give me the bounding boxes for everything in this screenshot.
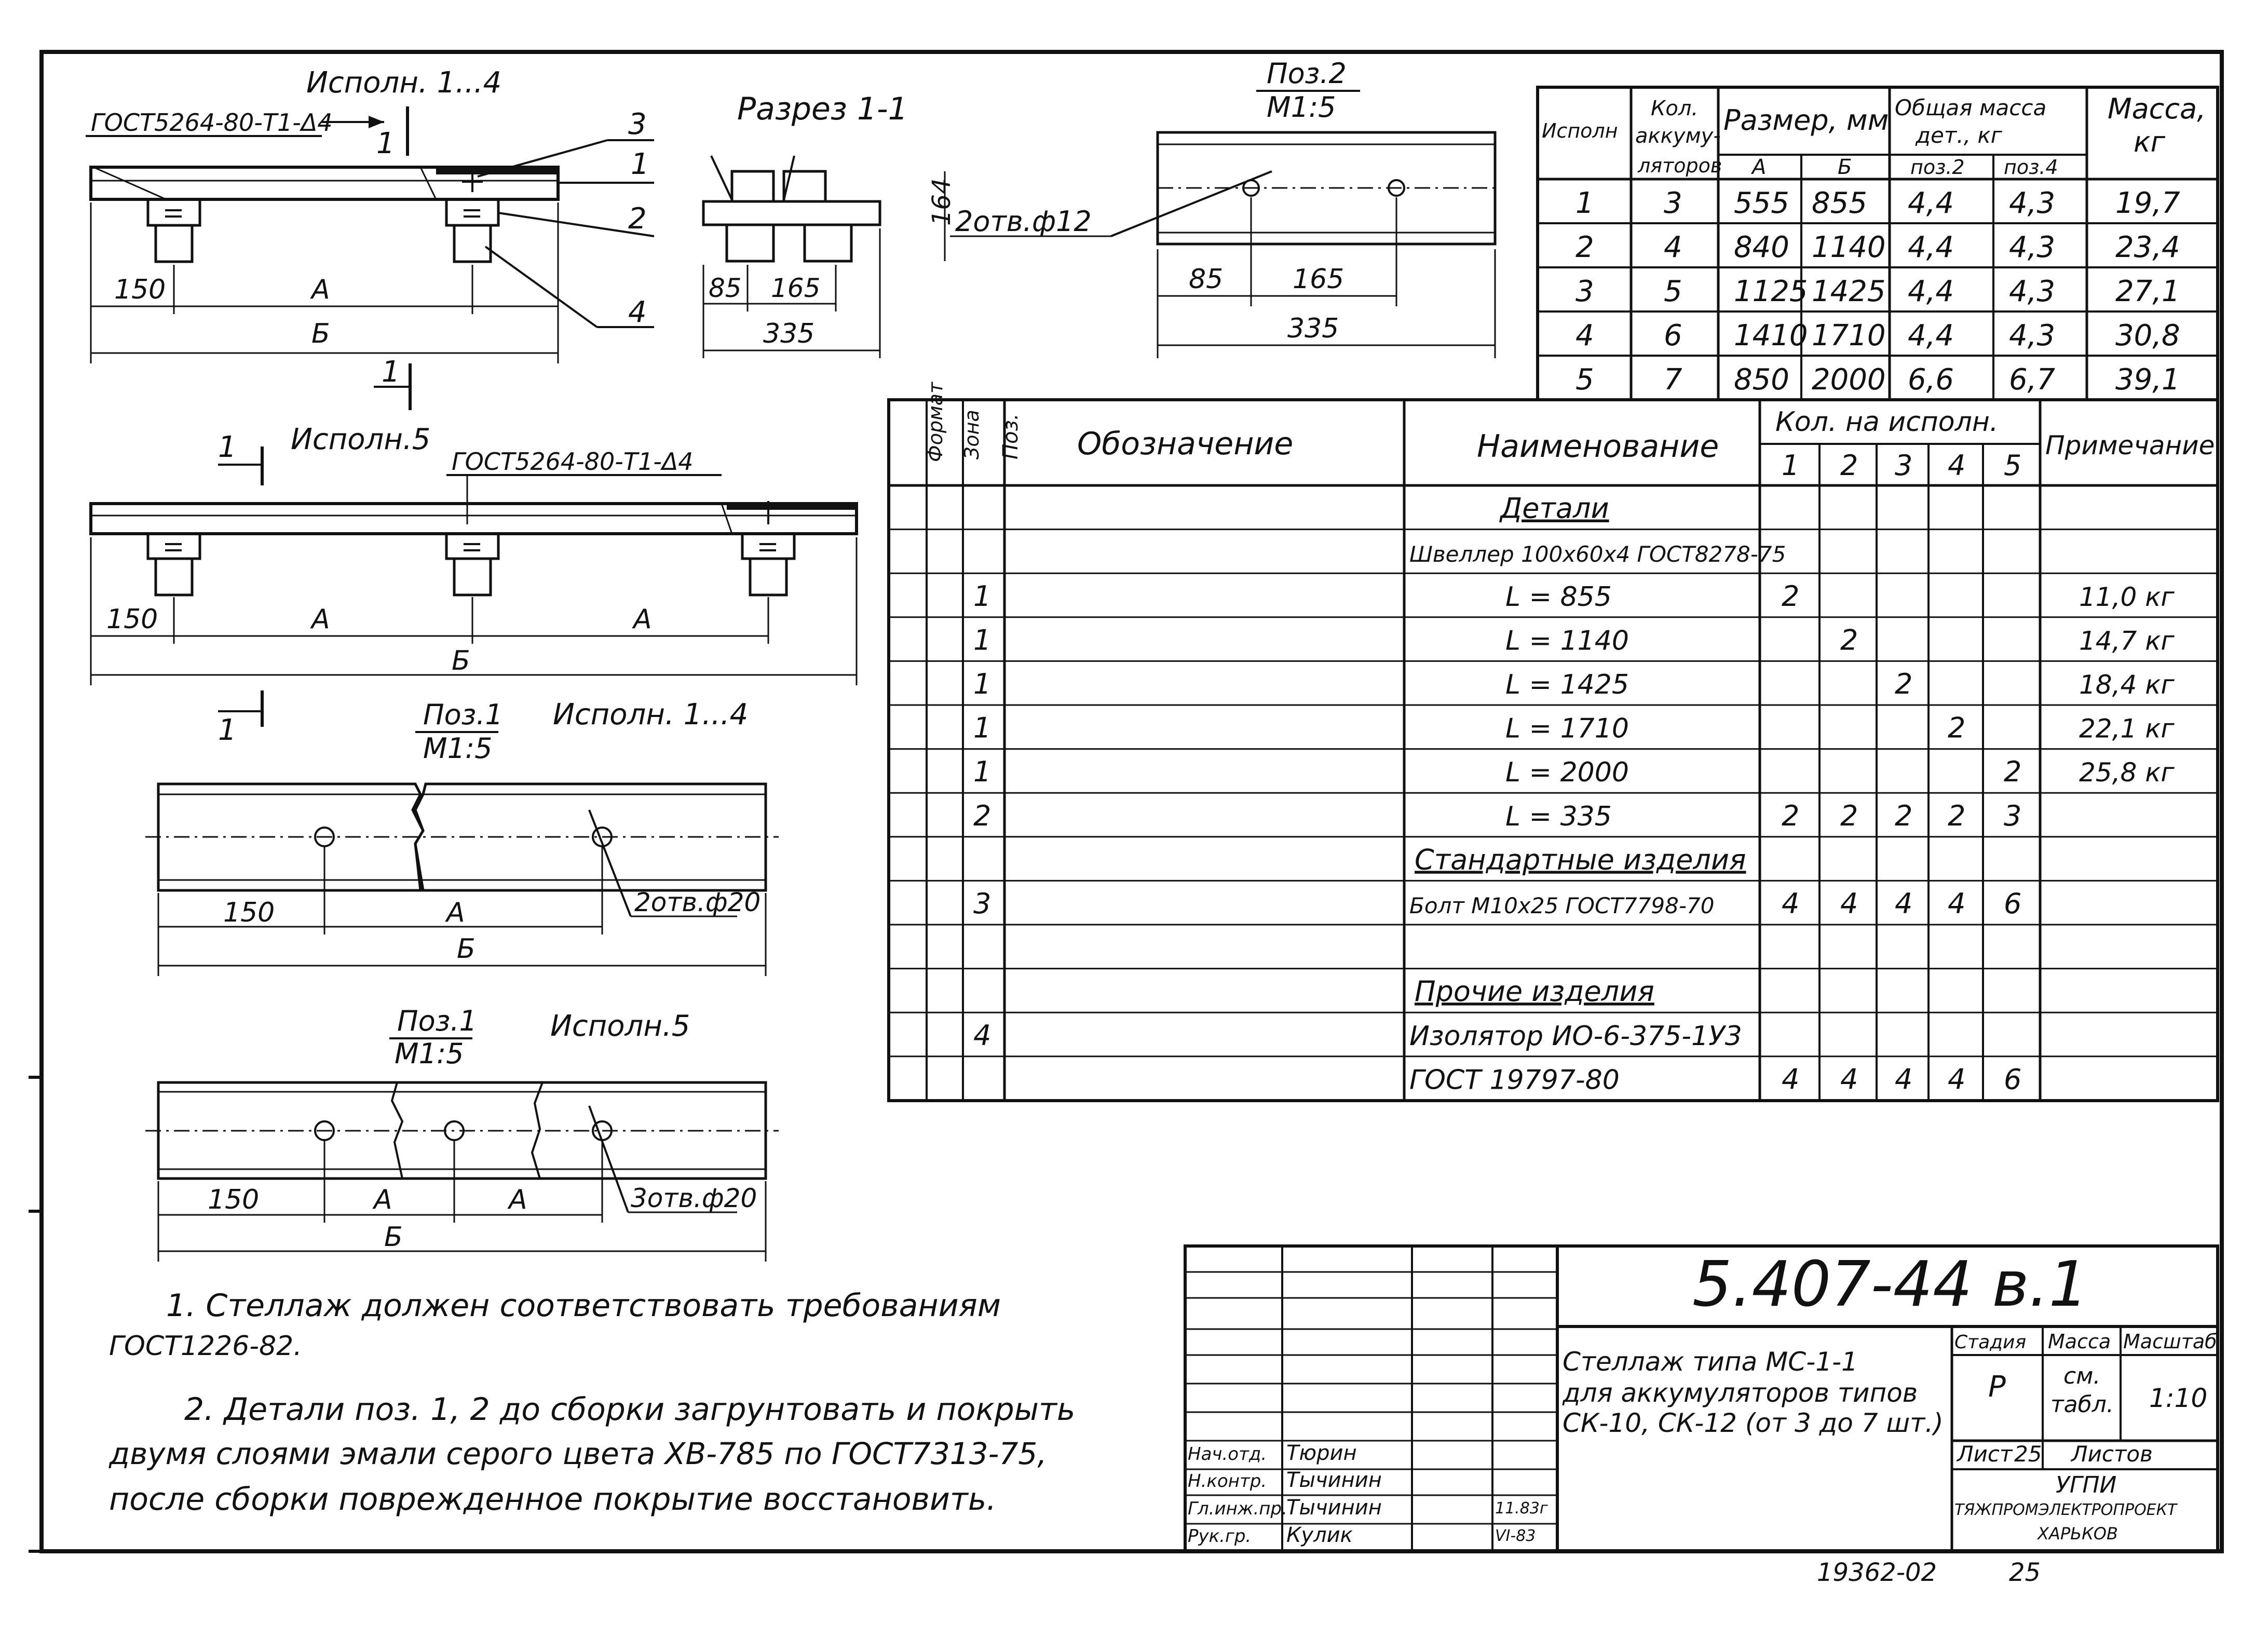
size-cell: 4,3 [2009,319,2056,353]
pos1b-variant: Исполн.5 [550,1009,690,1043]
signature-role: Н.контр. [1188,1471,1267,1492]
signature-date: VI-83 [1495,1527,1536,1545]
inventory-number: 19362-02 [1817,1558,1937,1587]
pos1a-scale: М1:5 [423,732,493,765]
spec-qty-headers [1782,449,2021,482]
spec-pos: 1 [973,711,992,744]
dim-85-pos2: 85 [1189,264,1224,295]
insulator-b [446,534,498,595]
st-h-size-a: А [1752,155,1767,179]
note-1b: ГОСТ1226-82. [109,1331,302,1362]
dim-150-p1a: 150 [223,897,275,928]
dim-b-p1b: Б [384,1222,403,1253]
doc-code: 5.407-44 в.1 [1692,1249,2088,1321]
spec-qty: 4 [1948,1063,1966,1096]
cut-mark-mid-top: 1 [218,430,237,464]
cut-mark-top: 1 [376,127,395,160]
size-cell: 27,1 [2115,275,2180,308]
spec-qty: 4 [1840,887,1858,920]
spec-name: L = 2000 [1505,757,1629,789]
org-3: ХАРЬКОВ [2038,1524,2118,1543]
doc-desc-2: для аккумуляторов типов [1563,1378,1918,1408]
size-cell: 4 [1664,231,1682,264]
spec-pos: 1 [973,579,992,613]
dim-150-p1b: 150 [208,1184,260,1215]
st-h-count-2: аккуму- [1635,124,1721,148]
size-cell: 1410 [1734,319,1808,353]
size-cell: 6,6 [1908,363,1954,397]
spec-h-format: Формат [924,382,947,462]
spec-qty: 2 [1782,579,1800,613]
size-cell: 6 [1664,319,1682,353]
scale-value: 1:10 [2149,1383,2208,1413]
doc-desc-1: Стеллаж типа МС-1-1 [1563,1347,1858,1377]
mid-variant-label: Исполн.5 [291,423,431,456]
spec-qty-col-head: 2 [1840,449,1858,482]
size-cell: 5 [1664,275,1682,308]
size-cell: 3 [1664,186,1682,220]
spec-h-note: Примечание [2045,430,2215,461]
spec-h-qty: Кол. на исполн. [1775,407,1999,438]
signature-name: Кулик [1286,1523,1353,1547]
stage-value: Р [1988,1370,2006,1404]
pos2-title: Поз.2 [1267,57,1347,90]
st-h-mass-2: кг [2134,126,2165,158]
dim-a2-mid: А [633,604,652,635]
size-cell: 2000 [1812,363,1886,397]
st-h-size-b: Б [1838,155,1852,179]
spec-qty-col-head: 1 [1782,449,1800,482]
size-cell: 30,8 [2115,319,2180,353]
callout-2: 2 [628,202,647,236]
size-cell: 4,4 [1908,186,1954,220]
cut-mark-mid-bottom: 1 [218,713,237,747]
spec-qty: 2 [1948,711,1966,744]
top-gost-label: ГОСТ5264-80-Т1-Δ4 [91,109,333,137]
size-cell: 5 [1576,363,1594,397]
spec-qty: 2 [1895,799,1913,832]
st-h-mass-total-2: дет., кг [1916,123,2002,148]
size-cell: 1 [1576,186,1594,220]
holes20-label: 2отв.ф20 [634,887,761,917]
spec-qty: 2 [2004,755,2022,789]
spec-h-name: Наименование [1477,428,1719,465]
spec-qty: 2 [1782,799,1800,832]
size-table [1538,87,2218,400]
spec-qty: 2 [1895,668,1913,700]
insulator-left [148,199,200,262]
spec-qty: 4 [1840,1063,1858,1096]
spec-name: Болт М10х25 ГОСТ7798-70 [1409,893,1715,918]
size-cell: 850 [1734,363,1789,397]
size-table-rows [1576,186,2180,397]
signatures [1188,1441,1548,1547]
st-h-pos2: поз.2 [1910,156,1965,179]
spec-qty-col-head: 4 [1948,449,1966,482]
dim-150-mid: 150 [106,604,158,635]
size-cell: 4,4 [1908,275,1954,308]
dim-a-top: А [311,274,330,305]
size-cell: 4,4 [1908,231,1954,264]
note-2b: двумя слоями эмали серого цвета ХВ-785 по ГОСТ7313-75, [109,1436,1047,1471]
spec-note: 14,7 кг [2079,626,2175,656]
sheet-label: Лист [1957,1441,2013,1467]
spec-pos: 1 [973,755,992,789]
spec-pos: 3 [973,887,992,920]
dim-165-pos2: 165 [1293,264,1344,295]
signature-name: Тюрин [1286,1441,1357,1465]
pos1a-variant: Исполн. 1...4 [553,698,749,732]
mass-value-1: см. [2063,1363,2101,1389]
insulator-right [446,171,498,262]
callout-4: 4 [628,295,647,329]
scale-label: Масштаб [2123,1330,2217,1353]
spec-rows [889,492,2218,1096]
signature-role: Гл.инж.пр. [1188,1498,1287,1519]
spec-note: 22,1 кг [2079,713,2175,744]
footer [1817,1558,2041,1587]
callout-1: 1 [631,147,649,181]
spec-table [889,381,2218,1101]
size-cell: 7 [1664,363,1682,397]
st-h-mass-total-1: Общая масса [1895,95,2047,120]
pos1-detail-5 [145,1005,779,1262]
spec-name: L = 855 [1505,581,1612,613]
spec-qty: 2 [1948,799,1966,832]
spec-pos: 2 [973,799,992,832]
spec-name: L = 1425 [1505,669,1629,700]
spec-name: ГОСТ 19797-80 [1409,1064,1620,1096]
dim-165-section: 165 [771,273,821,303]
assembly-view-1-4 [86,66,654,410]
top-variant-label: Исполн. 1...4 [306,66,502,100]
dim-b-top: Б [311,318,330,349]
mass-value-2: табл. [2050,1391,2114,1418]
size-cell: 4,3 [2009,186,2056,220]
dim-164: 164 [927,178,956,226]
signature-name: Тычинин [1286,1496,1382,1520]
pos2-detail [950,57,1495,358]
mid-gost-label: ГОСТ5264-80-Т1-Δ4 [452,448,694,476]
spec-h-pos: Поз. [999,413,1023,459]
dim-335-pos2: 335 [1287,313,1339,344]
dim-335-section: 335 [763,318,815,349]
size-cell: 1125 [1734,275,1808,308]
spec-pos: 4 [973,1019,992,1052]
doc-desc-3: СК-10, СК-12 (от 3 до 7 шт.) [1563,1408,1944,1438]
spec-name: Швеллер 100х60х4 ГОСТ8278-75 [1409,541,1786,567]
st-h-count-1: Кол. [1651,97,1699,120]
st-h-variant: Исполн [1542,119,1618,142]
size-cell: 23,4 [2115,231,2180,264]
size-cell: 1140 [1812,231,1886,264]
size-cell: 2 [1576,231,1594,264]
insulator-a [148,534,200,595]
size-cell: 4,3 [2009,275,2056,308]
org-1: УГПИ [2056,1472,2117,1498]
note-2c: после сборки поврежденное покрытие восстановить. [109,1481,997,1518]
pos1a-title: Поз.1 [423,698,503,731]
spec-qty: 2 [1840,624,1858,657]
st-h-mass-1: Масса, [2108,92,2206,125]
spec-section-title: Прочие изделия [1415,975,1654,1008]
dim-a1-p1b: А [374,1184,392,1215]
note-2a: 2. Детали поз. 1, 2 до сборки загрунтовать и покрыть [184,1391,1076,1428]
spec-pos: 1 [973,668,992,700]
spec-qty: 4 [1782,887,1800,920]
spec-qty: 6 [2004,1063,2022,1096]
st-h-pos4: поз.4 [2004,156,2058,179]
size-cell: 1425 [1812,275,1886,308]
size-cell: 840 [1734,231,1789,264]
sheet-value: 25 [2014,1441,2042,1467]
spec-qty: 6 [2004,887,2022,920]
dim-a2-p1b: А [509,1184,527,1215]
spec-note: 11,0 кг [2079,581,2175,612]
spec-qty-col-head: 3 [1895,449,1913,482]
size-cell: 1710 [1812,319,1886,353]
spec-section-title: Детали [1500,492,1609,525]
note-1a: 1. Стеллаж должен соответствовать требованиям [166,1288,1001,1324]
section-1-1 [703,91,956,358]
page-number: 25 [2009,1558,2041,1587]
dim-b-p1a: Б [457,933,476,965]
spec-qty: 3 [2004,799,2022,832]
holes20b-label: 3отв.ф20 [631,1183,757,1213]
signature-date: 11.83г [1495,1499,1548,1518]
st-h-size: Размер, мм [1723,104,1889,137]
size-cell: 4,3 [2009,231,2056,264]
dim-150-top: 150 [114,274,166,305]
holes12-label: 2отв.ф12 [955,205,1092,238]
spec-pos: 1 [973,624,992,657]
stage-label: Стадия [1954,1332,2027,1353]
spec-note: 18,4 кг [2079,670,2175,700]
dim-85-section: 85 [709,273,742,303]
size-cell: 6,7 [2009,363,2056,397]
pos2-scale: М1:5 [1267,91,1336,124]
spec-qty: 2 [1840,799,1858,832]
dim-b-mid: Б [452,645,470,676]
spec-qty: 4 [1895,887,1913,920]
st-h-count-3: ляторов [1638,154,1722,177]
size-cell: 3 [1576,275,1594,308]
size-cell: 555 [1734,186,1789,220]
spec-h-designation: Обозначение [1077,426,1294,462]
dim-a-p1a: А [446,897,465,928]
signature-role: Рук.гр. [1188,1526,1252,1547]
dim-a1-mid: А [311,604,330,635]
cut-mark-bottom: 1 [382,355,400,389]
callout-3: 3 [628,107,647,141]
spec-name: L = 335 [1505,801,1612,832]
size-cell: 39,1 [2115,363,2180,397]
spec-qty: 4 [1782,1063,1800,1096]
spec-section-title: Стандартные изделия [1415,843,1746,876]
spec-note: 25,8 кг [2079,757,2175,788]
spec-qty: 4 [1948,887,1966,920]
org-2: ТЯЖПРОМЭЛЕКТРОПРОЕКТ [1954,1501,2177,1519]
signature-role: Нач.отд. [1188,1444,1267,1465]
signature-name: Тычинин [1286,1468,1382,1492]
spec-name: L = 1710 [1505,713,1629,744]
sheets-label: Листов [2071,1441,2153,1467]
pos1b-scale: М1:5 [395,1037,464,1070]
size-cell: 19,7 [2115,186,2180,220]
spec-qty: 4 [1895,1063,1913,1096]
spec-h-zone: Зона [960,410,983,459]
mass-label: Масса [2048,1330,2111,1353]
pos1-detail-1-4 [145,698,779,976]
spec-name: L = 1140 [1505,625,1629,657]
pos1b-title: Поз.1 [397,1005,477,1037]
size-cell: 855 [1812,186,1867,220]
general-notes [108,1288,1075,1518]
spec-qty-col-head: 5 [2004,449,2022,482]
size-cell: 4 [1576,319,1594,353]
spec-name: Изолятор ИО-6-375-1У3 [1409,1020,1742,1052]
section-label: Разрез 1-1 [737,91,908,127]
size-cell: 4,4 [1908,319,1954,353]
title-block [1185,1246,2218,1551]
